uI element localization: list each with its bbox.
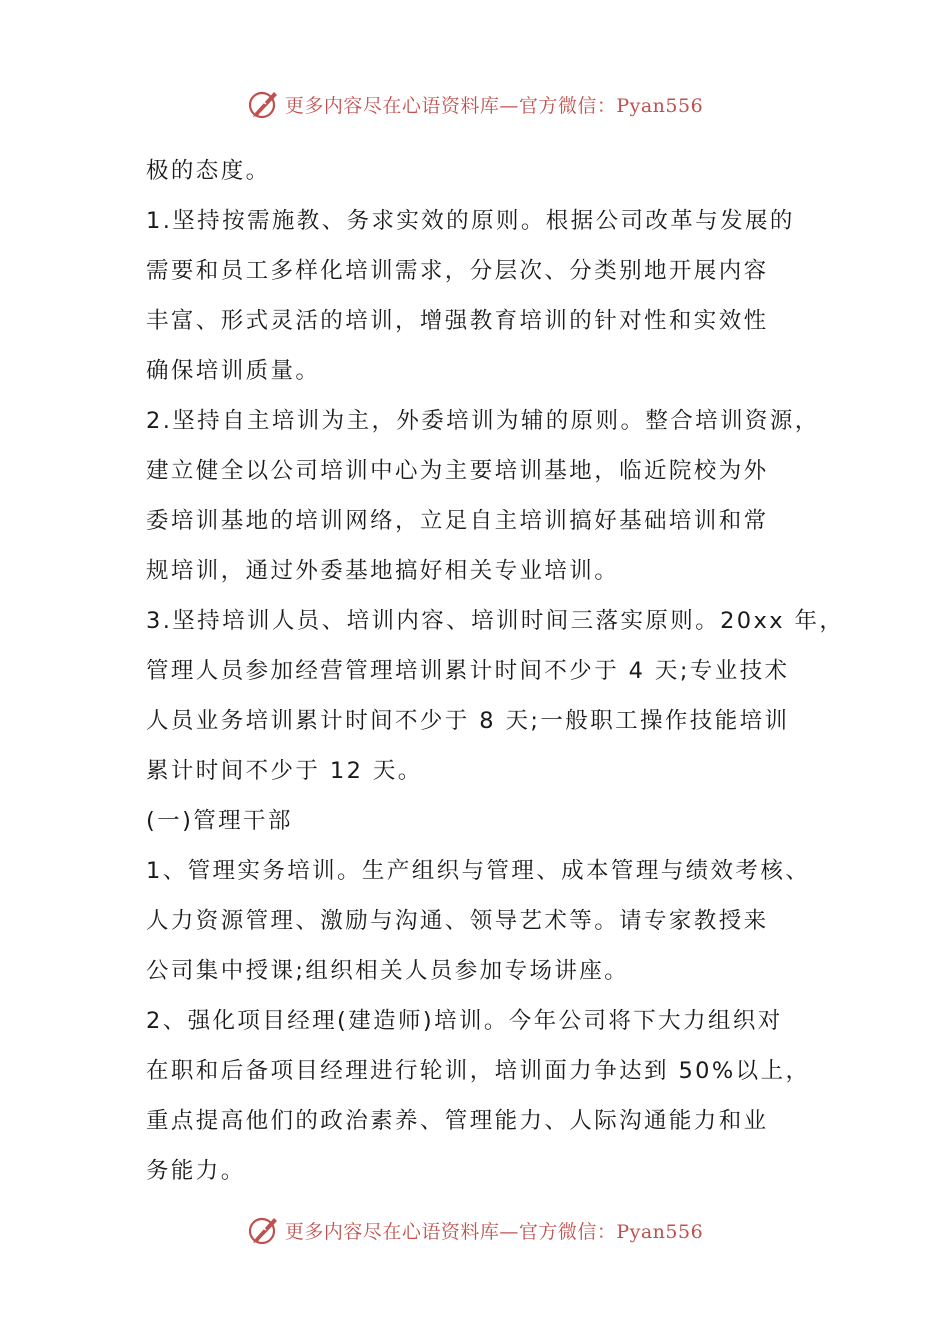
body-line: 累计时间不少于 12 天。 — [146, 758, 423, 784]
quill-pen-circle-icon — [247, 87, 281, 121]
quill-pen-circle-icon — [247, 1213, 281, 1247]
body-line: 2.坚持自主培训为主，外委培训为辅的原则。整合培训资源， — [146, 408, 820, 434]
body-line: 重点提高他们的政治素养、管理能力、人际沟通能力和业 — [146, 1108, 769, 1134]
body-line: 确保培训质量。 — [146, 358, 321, 384]
body-line: 委培训基地的培训网络，立足自主培训搞好基础培训和常 — [146, 508, 769, 534]
body-line: 人力资源管理、激励与沟通、领导艺术等。请专家教授来 — [146, 908, 769, 934]
body-line: 1.坚持按需施教、务求实效的原则。根据公司改革与发展的 — [146, 208, 795, 234]
body-line: 管理人员参加经营管理培训累计时间不少于 4 天;专业技术 — [146, 658, 790, 684]
body-line: 需要和员工多样化培训需求，分层次、分类别地开展内容 — [146, 258, 769, 284]
body-line: 建立健全以公司培训中心为主要培训基地，临近院校为外 — [146, 458, 769, 484]
footer-banner — [0, 1210, 950, 1250]
body-line: 1、管理实务培训。生产组织与管理、成本管理与绩效考核、 — [146, 858, 811, 884]
body-line: 3.坚持培训人员、培训内容、培训时间三落实原则。20xx 年， — [146, 608, 845, 634]
body-line: 丰富、形式灵活的培训，增强教育培训的针对性和实效性 — [146, 308, 769, 334]
body-line: 人员业务培训累计时间不少于 8 天;一般职工操作技能培训 — [146, 708, 790, 734]
document-body — [146, 146, 845, 1196]
body-line: 务能力。 — [146, 1158, 246, 1184]
body-line: 规培训，通过外委基地搞好相关专业培训。 — [146, 558, 620, 584]
header-banner — [0, 84, 950, 124]
section-heading: (一)管理干部 — [146, 808, 293, 834]
body-line: 极的态度。 — [146, 158, 271, 184]
body-line: 公司集中授课;组织相关人员参加专场讲座。 — [146, 958, 630, 984]
body-line: 2、强化项目经理(建造师)培训。今年公司将下大力组织对 — [146, 1008, 783, 1034]
body-line: 在职和后备项目经理进行轮训，培训面力争达到 50%以上， — [146, 1058, 811, 1084]
footer-banner-text: 更多内容尽在心语资料库—官方微信：Pyan556 — [284, 1220, 704, 1243]
header-banner-text: 更多内容尽在心语资料库—官方微信：Pyan556 — [284, 94, 704, 117]
